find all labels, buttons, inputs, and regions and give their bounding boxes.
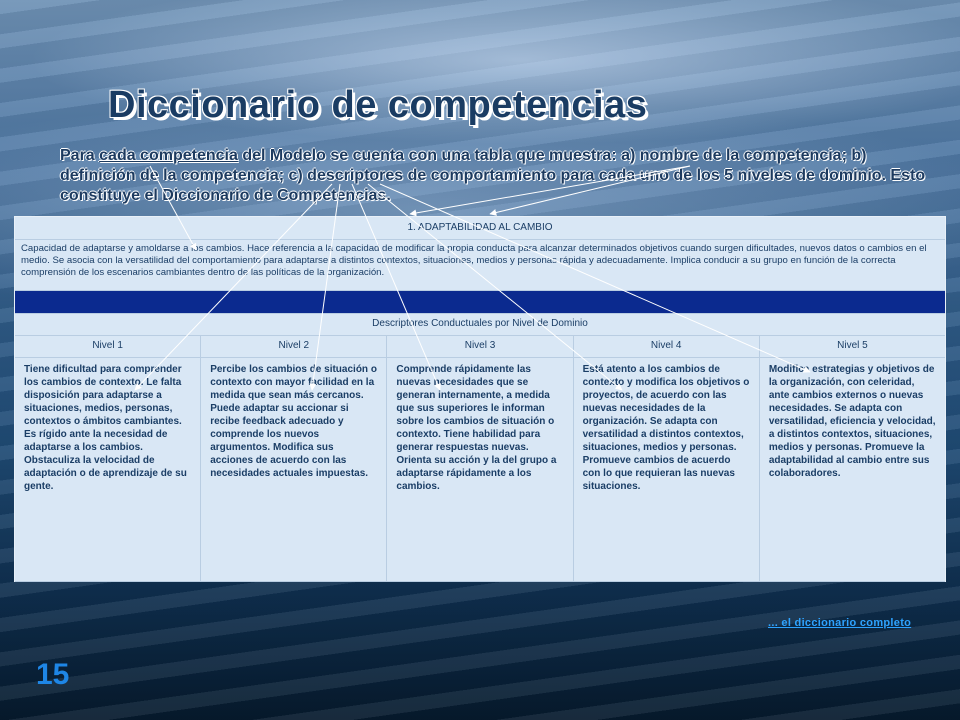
level-5-text: Modifica estrategias y objetivos de la organización, con celeridad, ante cambios externos o nuevas necesidades. Se adapta con versatilidad, eficiencia y velocidad, a distintos contextos, situaciones, medios y personas. Promueve la adaptabilidad al cambio entre sus colaboradores. — [768, 364, 936, 479]
slide-title: Diccionario de competencias — [108, 84, 648, 126]
level-3-header: Nivel 3 — [387, 335, 573, 357]
page-number: 15 — [36, 658, 70, 691]
levels-header-row — [15, 335, 945, 358]
level-3-text: Comprende rápidamente las nuevas necesidades que se generan internamente, a medida que sus superiores le informan sobre los cambios de situación o contexto. Tiene habilidad para generar respuestas nuevas. Orienta su acción y la del grupo a adaptarse rápidamente a los cambios. — [387, 357, 573, 581]
full-dictionary-link[interactable]: ... el diccionario completo — [768, 617, 912, 629]
separator-bar — [15, 291, 945, 314]
descriptors-header: Descriptores Conductuales por Nivel de Dominio — [15, 313, 945, 336]
competency-definition: Capacidad de adaptarse y amoldarse a los cambios. Hace referencia a la capacidad de modificar la propia conducta para alcanzar determinados objetivos cuando surgen dificultades, nuevos datos o cambios en el medio. Se asocia con la versatilidad del comportamiento para adaptarse a distintos contextos, situaciones, medios y personas rápida y adecuadamente. Implica conducir a su grupo en función de la correcta comprensión de los escenarios cambiantes dentro de las políticas de la organización. — [15, 239, 945, 291]
level-2-text: Percibe los cambios de situación o contexto con mayor facilidad en la medida que sean más cercanos. Puede adaptar su accionar si recibe feedback adecuado y comprende los nuevos argumentos. Modifica sus acciones de acuerdo con las necesidades actuales impuestas. — [201, 357, 387, 581]
level-2-header: Nivel 2 — [201, 335, 387, 357]
levels-body-row — [15, 357, 945, 582]
competency-table — [14, 216, 946, 582]
level-5-header: Nivel 5 — [837, 340, 868, 351]
competency-name: 1. ADAPTABILIDAD AL CAMBIO — [15, 217, 945, 240]
intro-prefix: Para — [60, 147, 100, 164]
intro-underlined-term: cada competencia — [99, 147, 238, 164]
level-4-text: Está atento a los cambios de contexto y modifica los objetivos o proyectos, de acuerdo con las nuevas necesidades de la organización. Se adapta con versatilidad a distintos contextos, situaciones, medios y personas. Promueve cambios de acuerdo con lo que requieran las nuevas situaciones. — [574, 357, 760, 581]
level-1-text: Tiene dificultad para comprender los cambios de contexto. Le falta disposición para adaptarse a situaciones, medios, personas, contextos o ámbitos cambiantes. Es rígido ante la necesidad de adaptarse a los cambios. Obstaculiza la velocidad de adaptación o de aprendizaje de su gente. — [15, 357, 201, 581]
level-4-header: Nivel 4 — [574, 335, 760, 357]
level-1-header: Nivel 1 — [15, 335, 201, 357]
intro-rest: del Modelo se cuenta con una tabla que muestra: a) nombre de la competencia; b) definición de la competencia; c) descriptores de comportamiento para cada uno de los 5 niveles de dominio. Esto constituye el Diccionario de Competencias. — [60, 147, 926, 204]
intro-paragraph — [60, 146, 940, 206]
